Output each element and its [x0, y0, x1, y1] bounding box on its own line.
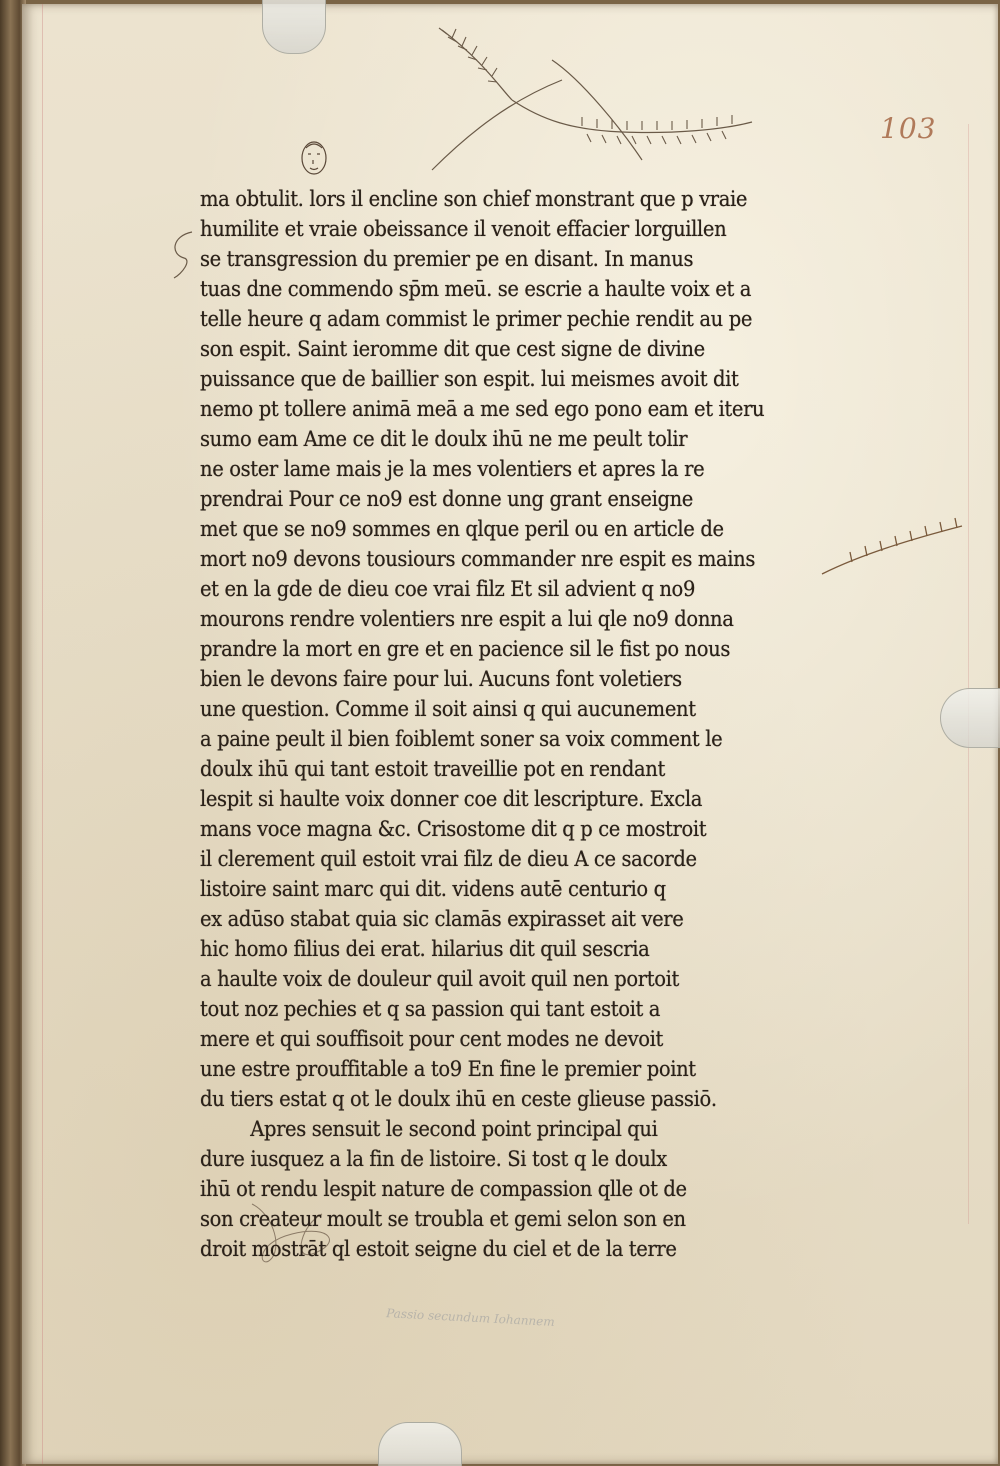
text-line: il clerement quil estoit vrai filz de dieu A ce sacorde [200, 847, 697, 871]
text-line: tout noz pechies et q sa passion qui tant estoit a [200, 997, 661, 1021]
text-line: ne oster lame mais je la mes volentiers et apres la re [200, 457, 705, 481]
text-line: humilite et vraie obeissance il venoit effacier lorguillen [200, 217, 727, 241]
text-line: ex adūso stabat quia sic clamās expirasset ait vere [200, 907, 684, 931]
text-line: mere et qui souffisoit pour cent modes ne devoit [200, 1027, 663, 1051]
text-line: une estre prouffitable a to9 En fine le premier point [200, 1057, 696, 1081]
text-line: Apres sensuit le second point principal qui [250, 1117, 658, 1141]
margin-ruling-left [42, 4, 43, 1464]
text-line: puissance que de baillier son espit. lui meismes avoit dit [200, 367, 739, 391]
text-line: prendrai Pour ce no9 est donne ung grant enseigne [200, 487, 693, 511]
text-line: son createur moult se troubla et gemi selon son en [200, 1207, 686, 1231]
text-line: bien le devons faire pour lui. Aucuns font voletiers [200, 667, 682, 691]
text-line: mort no9 devons tousiours commander nre espit es mains [200, 547, 755, 571]
text-line: met que se no9 sommes en qlque peril ou en article de [200, 517, 724, 541]
text-line: tuas dne commendo sp̄m meū. se escrie a haulte voix et a [200, 277, 752, 301]
text-line: mans voce magna &c. Crisostome dit q p ce mostroit [200, 817, 707, 841]
top-page-clip [262, 0, 326, 54]
text-line: se transgression du premier pe en disant. In manus [200, 247, 694, 271]
text-line: et en la gde de dieu coe vrai filz Et sil advient q no9 [200, 577, 696, 601]
manuscript-folio [22, 4, 998, 1464]
text-line: nemo pt tollere animā meā a me sed ego pono eam et iteru [200, 397, 765, 421]
text-line: du tiers estat q ot le doulx ihū en ceste glieuse passiō. [200, 1087, 717, 1111]
right-page-clip [940, 688, 1000, 748]
margin-ruling-right [968, 124, 969, 1224]
text-line: hic homo filius dei erat. hilarius dit quil sescria [200, 937, 650, 961]
text-line: lespit si haulte voix donner coe dit lescripture. Excla [200, 787, 703, 811]
text-line: ihū ot rendu lespit nature de compassion qlle ot de [200, 1177, 687, 1201]
text-line: son espit. Saint ieromme dit que cest signe de divine [200, 337, 705, 361]
text-line: ma obtulit. lors il encline son chief monstrant que p vraie [200, 187, 748, 211]
text-line: listoire saint marc qui dit. videns autē centurio q [200, 877, 666, 901]
text-line: sumo eam Ame ce dit le doulx ihū ne me peult tolir [200, 427, 688, 451]
folio-number: 103 [880, 112, 937, 145]
text-line: dure iusquez a la fin de listoire. Si tost q le doulx [200, 1147, 667, 1171]
text-line: a paine peult il bien foiblemt soner sa voix comment le [200, 727, 723, 751]
text-line: droit mostrāt ql estoit seigne du ciel et de la terre [200, 1237, 677, 1261]
margin-scribble-icon [162, 224, 202, 284]
sprig-drawing-icon [402, 20, 782, 190]
faint-offset-note: Passio secundum Iohannem [385, 1306, 556, 1329]
text-line: prandre la mort en gre et en pacience sil le fist po nous [200, 637, 730, 661]
text-line: une question. Comme il soit ainsi q qui aucunement [200, 697, 696, 721]
text-line: telle heure q adam commist le primer pechie rendit au pe [200, 307, 753, 331]
text-line: a haulte voix de douleur quil avoit quil nen portoit [200, 967, 679, 991]
face-sketch-icon [292, 134, 336, 190]
text-line: doulx ihū qui tant estoit traveillie pot en rendant [200, 757, 665, 781]
bottom-page-clip [378, 1422, 462, 1466]
manuscript-text-block [200, 184, 850, 1264]
text-line: mourons rendre volentiers nre espit a lui qle no9 donna [200, 607, 734, 631]
